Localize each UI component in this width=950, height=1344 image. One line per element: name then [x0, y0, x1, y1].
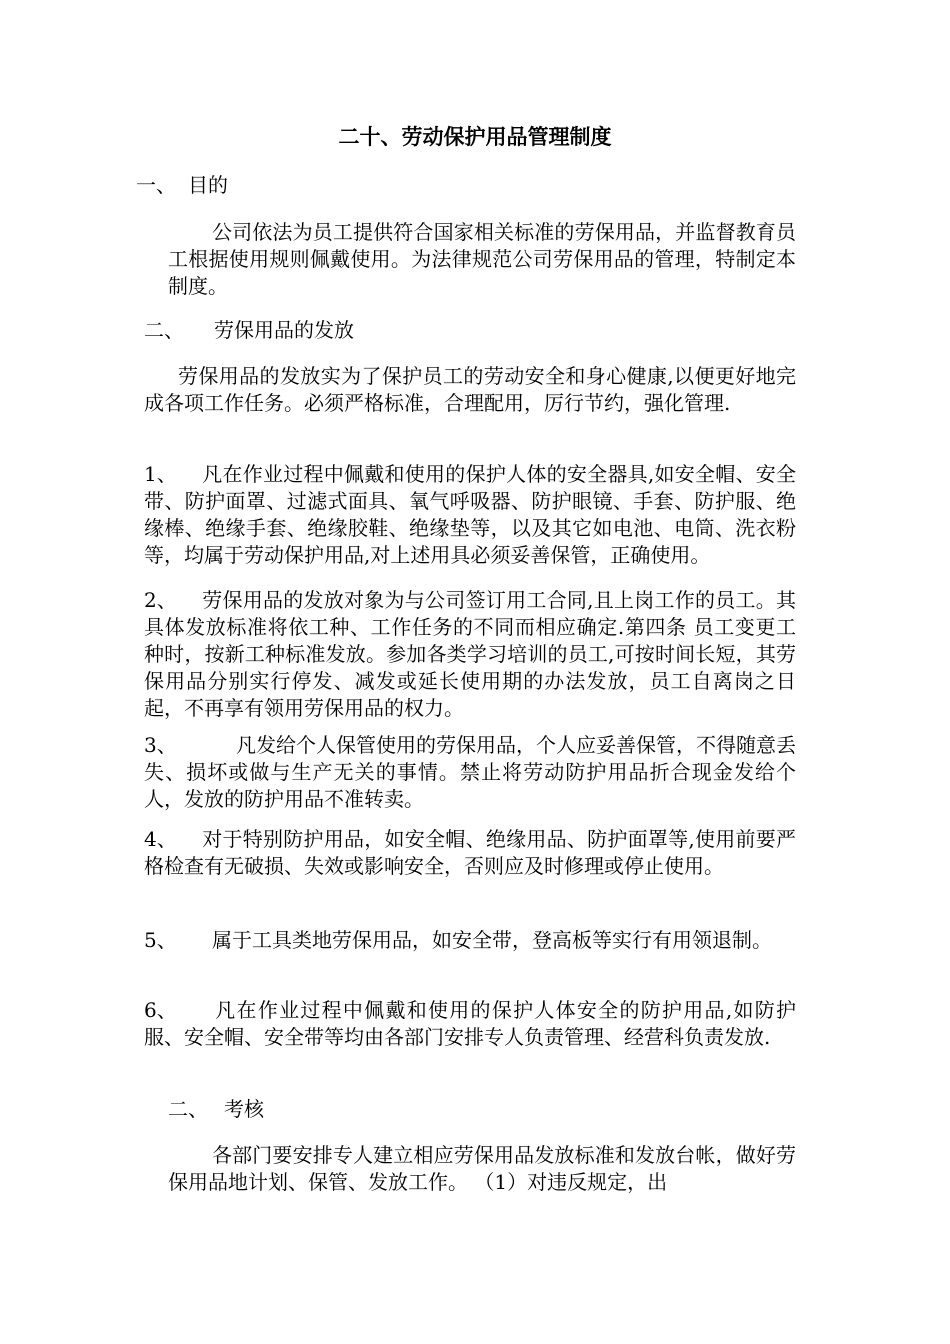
section-paragraph: 劳保用品的发放实为了保护员工的劳动安全和身心健康,以便更好地完成各项工作任务。必须严格标准，合理配用，厉行节约，强化管理. [144, 364, 796, 415]
section-heading-text: 考核 [224, 1097, 264, 1121]
item-number: 5、 [144, 928, 177, 952]
section-heading-text: 目的 [188, 173, 228, 197]
document-title: 二十、劳动保护用品管理制度 [338, 125, 612, 149]
section-number: 二、 [144, 318, 184, 342]
section-paragraph: 各部门要安排专人建立相应劳保用品发放标准和发放台帐，做好劳保用品地计划、保管、发放工作。 （1）对违反规定，出 [168, 1143, 796, 1194]
section-paragraph: 公司依法为员工提供符合国家相关标准的劳保用品，并监督教育员工根据使用规则佩戴使用。为法律规范公司劳保用品的管理，特制定本制度。 [168, 220, 796, 298]
list-item [144, 461, 796, 569]
section-number: 一、 [136, 173, 176, 197]
section-heading [168, 1095, 264, 1123]
item-number: 2、 [144, 588, 177, 612]
list-item [144, 587, 796, 722]
item-number: 4、 [144, 827, 177, 851]
section-number: 二、 [168, 1097, 208, 1121]
section-heading [144, 316, 354, 344]
section-heading [136, 171, 228, 199]
item-text: 劳保用品的发放对象为与公司签订用工合同,且上岗工作的员工。其具体发放标准将依工种、工作任务的不同而相应确定.第四条 员工变更工种时，按新工种标准发放。参加各类学习培训的员工,可按时间长短，其劳保用品分别实行停发、减发或延长使用期的办法发放，员工自离岗之日起，不再享有领用劳保用品的权力。 [144, 588, 796, 720]
item-text: 属于工具类地劳保用品，如安全带，登高板等实行有用领退制。 [212, 928, 772, 952]
item-text: 对于特别防护用品，如安全帽、绝缘用品、防护面罩等,使用前要严格检查有无破损、失效或影响安全，否则应及时修理或停止使用。 [144, 827, 796, 878]
item-number: 3、 [144, 733, 177, 757]
section-heading-text: 劳保用品的发放 [214, 318, 354, 342]
item-number: 1、 [144, 462, 177, 486]
list-item [144, 732, 796, 813]
list-item [144, 826, 796, 880]
item-number: 6、 [144, 998, 177, 1022]
item-text: 凡发给个人保管使用的劳保用品，个人应妥善保管，不得随意丢失、损坏或做与生产无关的事情。禁止将劳动防护用品折合现金发给个人，发放的防护用品不准转卖。 [144, 733, 796, 811]
item-text: 凡在作业过程中佩戴和使用的保护人体的安全器具,如安全帽、安全带、防护面罩、过滤式面具、氧气呼吸器、防护眼镜、手套、防护服、绝缘棒、绝缘手套、绝缘胶鞋、绝缘垫等，以及其它如电池、电筒、洗衣粉等，均属于劳动保护用品,对上述用具必须妥善保管，正确使用。 [144, 462, 796, 567]
item-text: 凡在作业过程中佩戴和使用的保护人体安全的防护用品,如防护服、安全帽、安全带等均由各部门安排专人负责管理、经营科负责发放. [144, 998, 796, 1049]
list-item [144, 997, 796, 1051]
list-item [144, 927, 796, 954]
